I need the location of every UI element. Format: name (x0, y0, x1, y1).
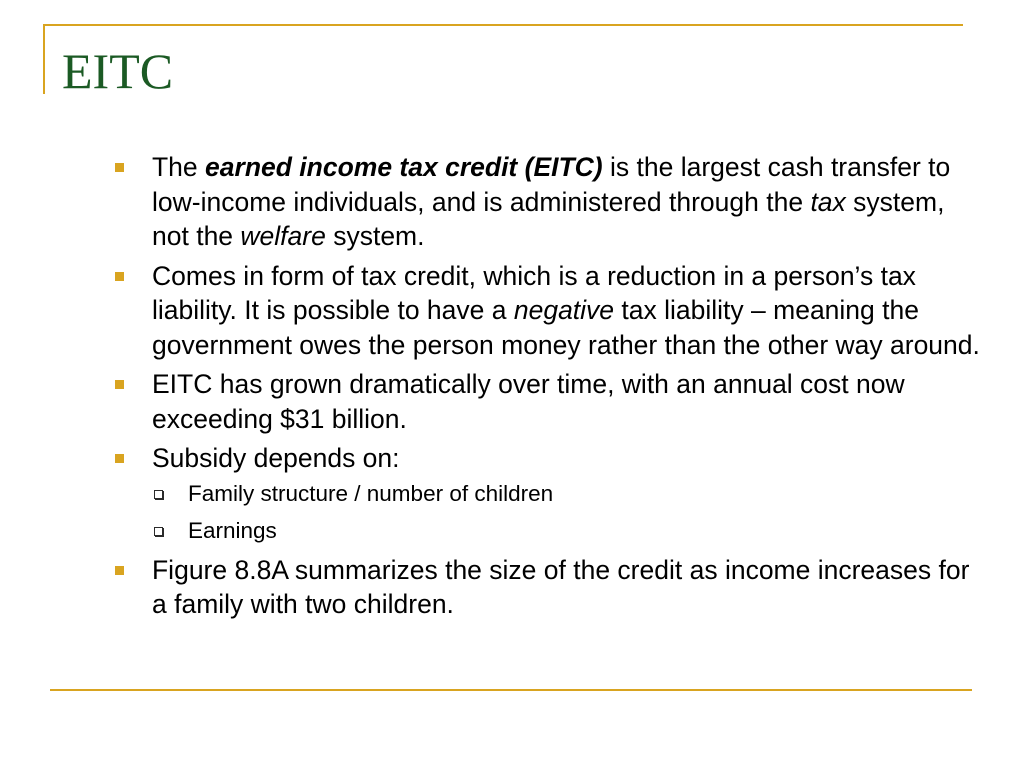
bullet-item-subsidy (112, 441, 982, 476)
bullet-text-pre: The (152, 152, 206, 182)
bullet-item-figure (112, 553, 982, 622)
sub-bullet-text: Earnings (188, 517, 277, 543)
square-bullet-icon (115, 454, 124, 463)
hollow-square-bullet-icon (154, 490, 163, 499)
square-bullet-icon (115, 272, 124, 281)
left-rule (43, 24, 45, 94)
sub-bullet-item-family (112, 479, 982, 508)
bullet-text-mid: is the largest cash transfer to low-income individuals, and is administered through the (152, 152, 951, 217)
bullet-item-tax-credit (112, 259, 982, 363)
sub-bullet-list (112, 479, 982, 545)
bullet-text: EITC has grown dramatically over time, with an annual cost now exceeding $31 billion. (152, 369, 905, 434)
square-bullet-icon (115, 163, 124, 172)
bullet-text-pre: Comes in form of tax credit, which is a reduction in a person’s tax liability. It is possible to have a (152, 260, 916, 325)
bullet-list (112, 150, 982, 627)
bullet-text-italic-tax: tax (810, 186, 846, 217)
bullet-item-eitc-definition (112, 150, 982, 254)
bullet-text-post: system. (325, 221, 425, 251)
square-bullet-icon (115, 380, 124, 389)
bullet-text-italic-negative: negative (513, 295, 615, 325)
slide-title: EITC (62, 43, 174, 99)
top-rule (43, 24, 963, 26)
hollow-square-bullet-icon (154, 527, 163, 536)
bullet-text: Subsidy depends on: (152, 443, 400, 473)
bullet-item-growth (112, 367, 982, 436)
bullet-text: Figure 8.8A summarizes the size of the credit as income increases for a family with two children. (152, 554, 970, 619)
bottom-rule (50, 689, 972, 691)
bullet-text-post: tax liability – meaning the government owes the person money rather than the other way around. (152, 295, 980, 360)
bullet-text-mid: system, not the (152, 186, 945, 251)
sub-bullet-text: Family structure / number of children (188, 480, 554, 506)
square-bullet-icon (115, 566, 124, 575)
bullet-text-emphasis: earned income tax credit (EITC) (205, 152, 603, 182)
sub-bullet-item-earnings (112, 516, 982, 545)
bullet-text-italic-welfare: welfare (240, 221, 326, 251)
